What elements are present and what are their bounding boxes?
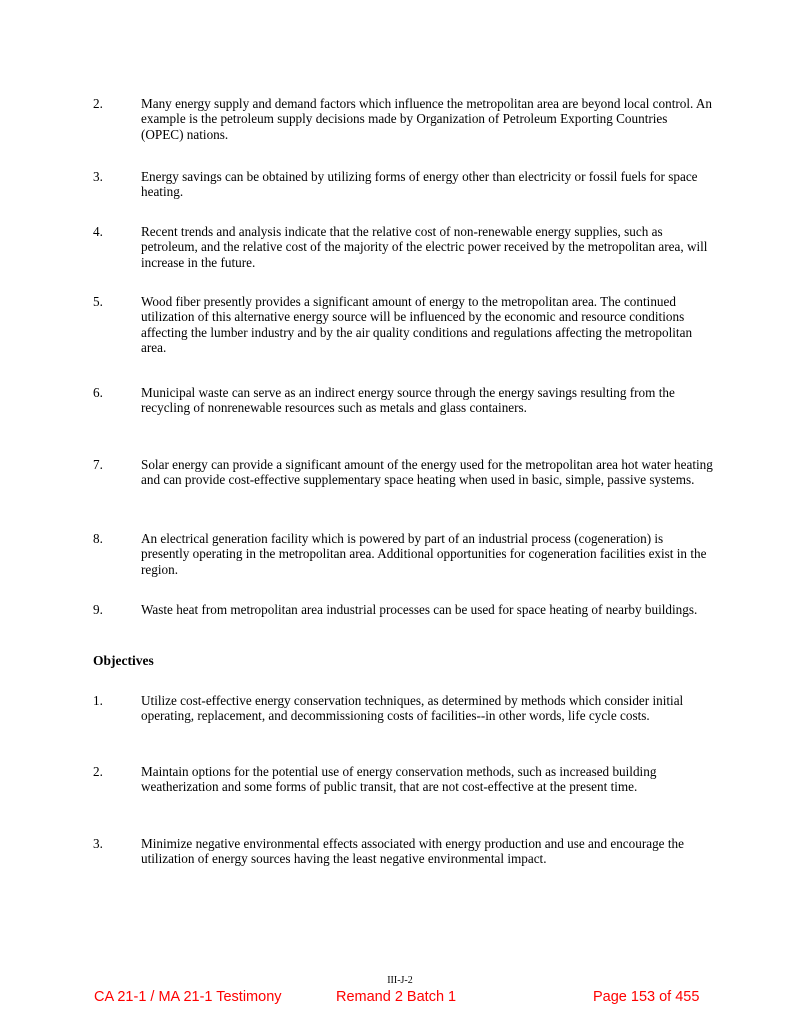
finding-item-4 — [93, 224, 713, 270]
objectives-heading: Objectives — [93, 653, 154, 668]
item-number: 7. — [93, 457, 103, 472]
footer-testimony-label: CA 21-1 / MA 21-1 Testimony — [94, 989, 282, 1005]
item-text: Maintain options for the potential use of energy conservation methods, such as increased building weatherization and some forms of public transit, that are not cost-effective at the present time. — [141, 764, 657, 795]
finding-item-6 — [93, 385, 713, 416]
item-text: Utilize cost-effective energy conservation techniques, as determined by methods which consider initial operating, replacement, and decommissioning costs of facilities--in other words, life cycle costs. — [141, 693, 684, 724]
finding-item-8 — [93, 531, 713, 577]
item-number: 9. — [93, 602, 103, 617]
item-text: Wood fiber presently provides a significant amount of energy to the metropolitan area. The continued utilization of this alternative energy source will be influenced by the economic and resource conditions affecting the lumber industry and by the air quality conditions and regulations affecting the metropolitan area. — [141, 294, 693, 356]
finding-item-5 — [93, 294, 713, 356]
item-number: 4. — [93, 224, 103, 239]
page-number: III-J-2 — [387, 975, 413, 986]
item-number: 3. — [93, 169, 103, 184]
item-text: Minimize negative environmental effects associated with energy production and use and encourage the utilization of energy sources having the least negative environmental impact. — [141, 836, 684, 867]
footer-batch-label: Remand 2 Batch 1 — [336, 989, 457, 1005]
item-number: 6. — [93, 385, 103, 400]
finding-item-2 — [93, 96, 713, 142]
item-text: Municipal waste can serve as an indirect energy source through the energy savings resulting from the recycling of nonrenewable resources such as metals and glass containers. — [141, 385, 675, 416]
objective-item-2 — [93, 764, 713, 795]
item-text: Energy savings can be obtained by utilizing forms of energy other than electricity or fossil fuels for space heating. — [141, 169, 698, 200]
footer-page-count: Page 153 of 455 — [593, 989, 700, 1005]
item-number: 3. — [93, 836, 103, 851]
objective-item-1 — [93, 693, 713, 724]
item-text: An electrical generation facility which is powered by part of an industrial process (cogeneration) is presently operating in the metropolitan area. Additional opportunities for cogeneration facilities exist in the region. — [141, 531, 707, 577]
item-number: 2. — [93, 96, 103, 111]
objective-item-3 — [93, 836, 713, 867]
item-number: 8. — [93, 531, 103, 546]
finding-item-3 — [93, 169, 713, 200]
item-text: Waste heat from metropolitan area industrial processes can be used for space heating of nearby buildings. — [141, 602, 698, 617]
item-number: 1. — [93, 693, 103, 708]
item-text: Many energy supply and demand factors which influence the metropolitan area are beyond local control. An example is the petroleum supply decisions made by Organization of Petroleum Exporting Countries (OPEC) nations. — [141, 96, 713, 142]
finding-item-7 — [93, 457, 713, 488]
finding-item-9 — [93, 602, 713, 617]
item-text: Solar energy can provide a significant amount of the energy used for the metropolitan area hot water heating and can provide cost-effective supplementary space heating when used in basic, simple, passive systems. — [141, 457, 713, 488]
item-number: 5. — [93, 294, 103, 309]
item-number: 2. — [93, 764, 103, 779]
item-text: Recent trends and analysis indicate that the relative cost of non-renewable energy supplies, such as petroleum, and the relative cost of the majority of the electric power received by the metropolitan area, will increase in the future. — [141, 224, 708, 270]
